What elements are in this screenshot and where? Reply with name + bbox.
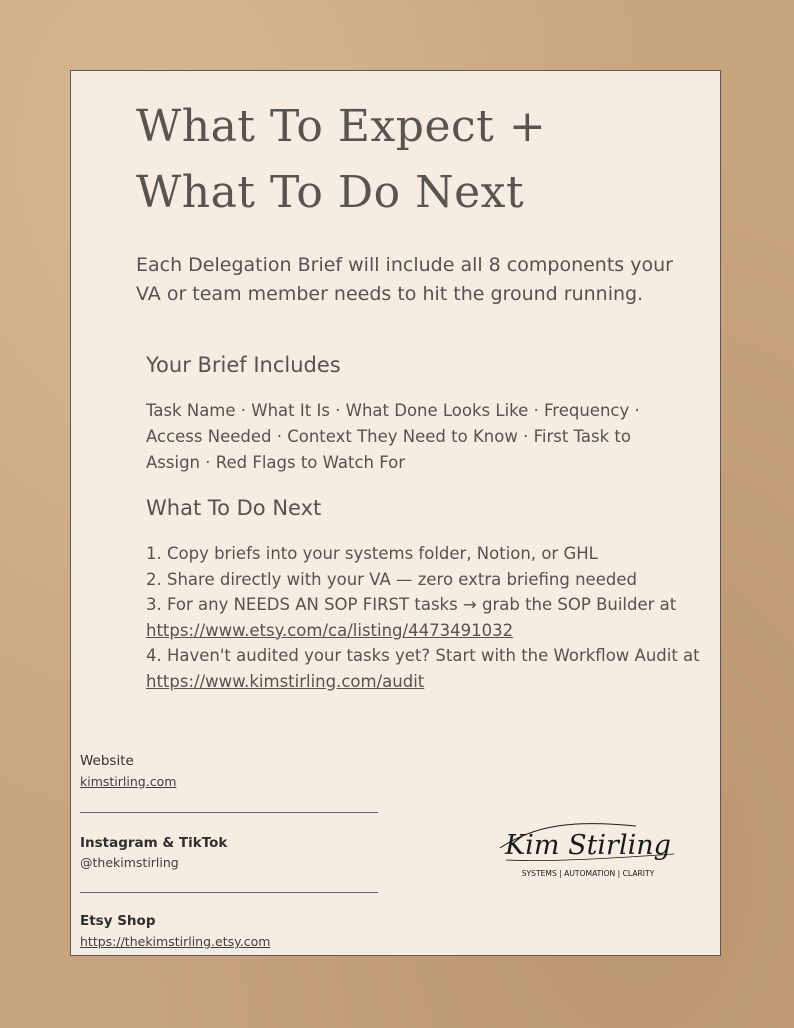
page-title-line-2: What To Do Next xyxy=(136,167,525,218)
sop-builder-link[interactable]: https://www.etsy.com/ca/listing/4473491032 xyxy=(146,620,514,640)
etsy-link[interactable]: https://thekimstirling.etsy.com xyxy=(80,934,271,949)
page-title-line-1: What To Expect + xyxy=(136,101,547,152)
step-3 xyxy=(146,592,706,643)
website-link[interactable]: kimstirling.com xyxy=(80,774,177,789)
logo-tagline: SYSTEMS | AUTOMATION | CLARITY xyxy=(521,869,655,878)
etsy-block xyxy=(80,911,390,952)
website-label: Website xyxy=(80,753,134,769)
step-3-text: 3. For any NEEDS AN SOP FIRST tasks → grab the SOP Builder at xyxy=(146,595,677,614)
step-4-text: 4. Haven't audited your tasks yet? Start with the Workflow Audit at xyxy=(146,646,700,665)
next-steps-heading: What To Do Next xyxy=(146,496,322,520)
divider-line xyxy=(80,892,378,893)
step-2: 2. Share directly with your VA — zero extra briefing needed xyxy=(146,569,637,589)
brand-logo xyxy=(496,818,681,882)
social-block xyxy=(80,833,390,873)
next-steps-list xyxy=(146,541,706,694)
intro-paragraph: Each Delegation Brief will include all 8 components your VA or team member needs to hit the ground running. xyxy=(136,254,673,305)
logo-signature: Kim Stirling xyxy=(505,830,671,861)
social-handle: @thekimstirling xyxy=(80,855,179,870)
divider-line xyxy=(80,812,378,813)
step-4 xyxy=(146,643,706,694)
includes-list: Task Name · What It Is · What Done Looks Like · Frequency · Access Needed · Context They Need to Know · First Task to Assign · Red Flags to Watch For xyxy=(146,401,640,472)
page-title xyxy=(136,94,546,226)
step-1: 1. Copy briefs into your systems folder, Notion, or GHL xyxy=(146,544,598,563)
workflow-audit-link[interactable]: https://www.kimstirling.com/audit xyxy=(146,671,425,691)
includes-heading: Your Brief Includes xyxy=(146,353,341,377)
social-label: Instagram & TikTok xyxy=(80,835,228,851)
signature-logo xyxy=(496,818,681,882)
website-block xyxy=(80,751,390,792)
etsy-label: Etsy Shop xyxy=(80,913,156,929)
